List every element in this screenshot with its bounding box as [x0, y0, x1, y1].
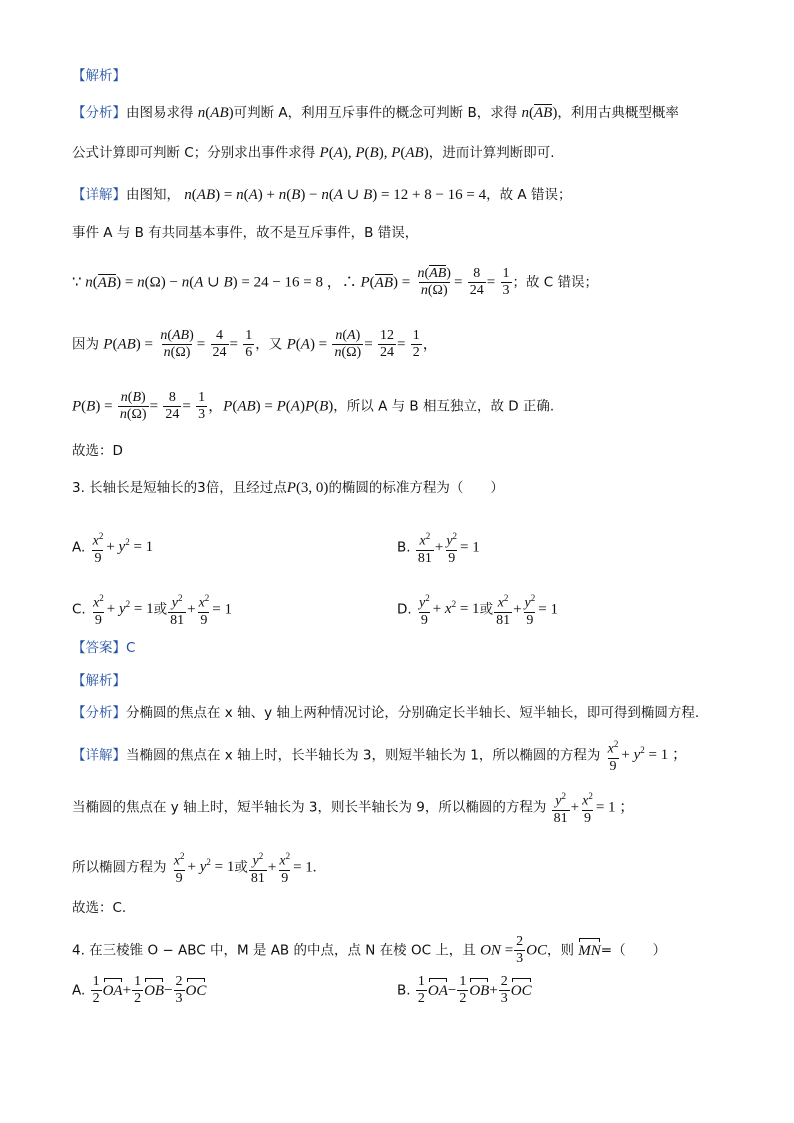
vector-mn: MN: [578, 942, 601, 959]
q3-detail-1: 【详解】当椭圆的焦点在 x 轴上时，长半轴长为 3，则短半轴长为 1，所以椭圆的方程为 $\frac{x^2}{9}$ + $y^2 = 1$ ；: [72, 739, 687, 774]
math-point-p: P(3, 0): [286, 480, 329, 496]
option-4b[interactable]: B. $\frac{1}{2}$ OA− $\frac{1}{2}$ OB+ $\frac{2}{3}$ OC: [397, 974, 532, 1006]
question-3-stem: 3. 长轴长是短轴长的3倍，且经过点P(3, 0)的椭圆的标准方程为（ ）: [72, 480, 504, 496]
q3-analysis: 【分析】分椭圆的焦点在 x 轴、y 轴上两种情况讨论，分别确定长半轴长、短半轴长，即可得到椭圆方程.: [72, 705, 700, 721]
analysis-paragraph: 【分析】由图易求得 n(AB)可判断 A，利用互斥事件的概念可判断 B，求得 n(AB)，利用古典概型概率: [72, 105, 679, 121]
answer-3: 【答案】C: [72, 640, 136, 656]
option-3d[interactable]: D. $\frac{y^2}{9}$ + $x^2 = 1$或 $\frac{x^2}{81}$ + $\frac{y^2}{9}$ = 1: [397, 593, 558, 628]
detail-line-3: ∵ n(AB) = n(Ω) − n(A ∪ B) = 24 − 16 = 8 ，∴ P(AB) = $\frac{n(AB)}{n(\Omega)}$ = $\frac{8}{24}$ = $\frac{1}{3}$ ；故 C 错误；: [72, 266, 599, 298]
section-analysis-header: 【解析】: [72, 68, 126, 84]
q3-analysis-header: 【解析】: [72, 673, 126, 689]
math-probs: P(A), P(B), P(AB): [319, 145, 429, 161]
question-4-stem: 4. 在三棱锥 O − ABC 中，M 是 AB 的中点，点 N 在棱 OC 上，且 ON = $\frac{2}{3}$ OC，则 MN=（ ）: [72, 934, 667, 966]
analysis-paragraph-cont: 公式计算即可判断 C；分别求出事件求得 P(A), P(B), P(AB)，进而计算判断即可.: [72, 145, 555, 161]
option-3b[interactable]: B. $\frac{x^2}{81}$ + $\frac{y^2}{9}$ = 1: [397, 531, 480, 566]
choose-d: 故选：D: [72, 443, 123, 459]
math-n-ab-bar: n(AB): [521, 105, 558, 121]
math-n-ab-calc: n(AB) = n(A) + n(B) − n(A ∪ B) = 12 + 8 − 16 = 4: [184, 187, 487, 203]
detail-line-2: 事件 A 与 B 有共同基本事件，故不是互斥事件，B 错误，: [72, 225, 419, 241]
choose-c: 故选：C.: [72, 900, 127, 916]
option-3c[interactable]: C. $\frac{x^2}{9}$ + $y^2 = 1$或 $\frac{y^2}{81}$ + $\frac{x^2}{9}$ = 1: [72, 593, 232, 628]
detail-line-1: 【详解】由图知， n(AB) = n(A) + n(B) − n(A ∪ B) = 12 + 8 − 16 = 4，故 A 错误；: [72, 187, 572, 203]
frac-n-abbar: $\frac{n(AB)}{n(\Omega)}$: [417, 266, 451, 298]
q3-detail-3: 所以椭圆方程为 $\frac{x^2}{9}$ + $y^2 = 1$或 $\frac{y^2}{81}$ + $\frac{x^2}{9}$ = 1.: [72, 851, 317, 886]
option-3a[interactable]: A. $\frac{x^2}{9}$ + $y^2 = 1$: [72, 531, 154, 566]
q3-detail-2: 当椭圆的焦点在 y 轴上时，短半轴长为 3，则长半轴长为 9，所以椭圆的方程为 $\frac{y^2}{81}$ + $\frac{x^2}{9}$ = 1 ；: [72, 791, 635, 826]
math-n-ab: n(AB): [197, 105, 234, 121]
option-4a[interactable]: A. $\frac{1}{2}$ OA+ $\frac{1}{2}$ OB− $\frac{2}{3}$ OC: [72, 974, 207, 1006]
detail-line-5: P(B) = $\frac{n(B)}{n(\Omega)}$ = $\frac{8}{24}$ = $\frac{1}{3}$ ，P(AB) = P(A)P(B)，所以 A 与 B 相互独立，故 D 正确.: [72, 390, 555, 422]
detail-line-4: 因为 P(AB) = $\frac{n(AB)}{n(\Omega)}$ = $\frac{4}{24}$ = $\frac{1}{6}$ ，又 P(A) = $\frac{n(A)}{n(\Omega)}$ = $\frac{12}{24}$ = $\frac{1}{2}$ ，: [72, 328, 438, 360]
math-n-abbar-calc: ∵ n(AB) = n(Ω) − n(A ∪ B) = 24 − 16 = 8 ，∴ P(AB) =: [72, 274, 411, 291]
